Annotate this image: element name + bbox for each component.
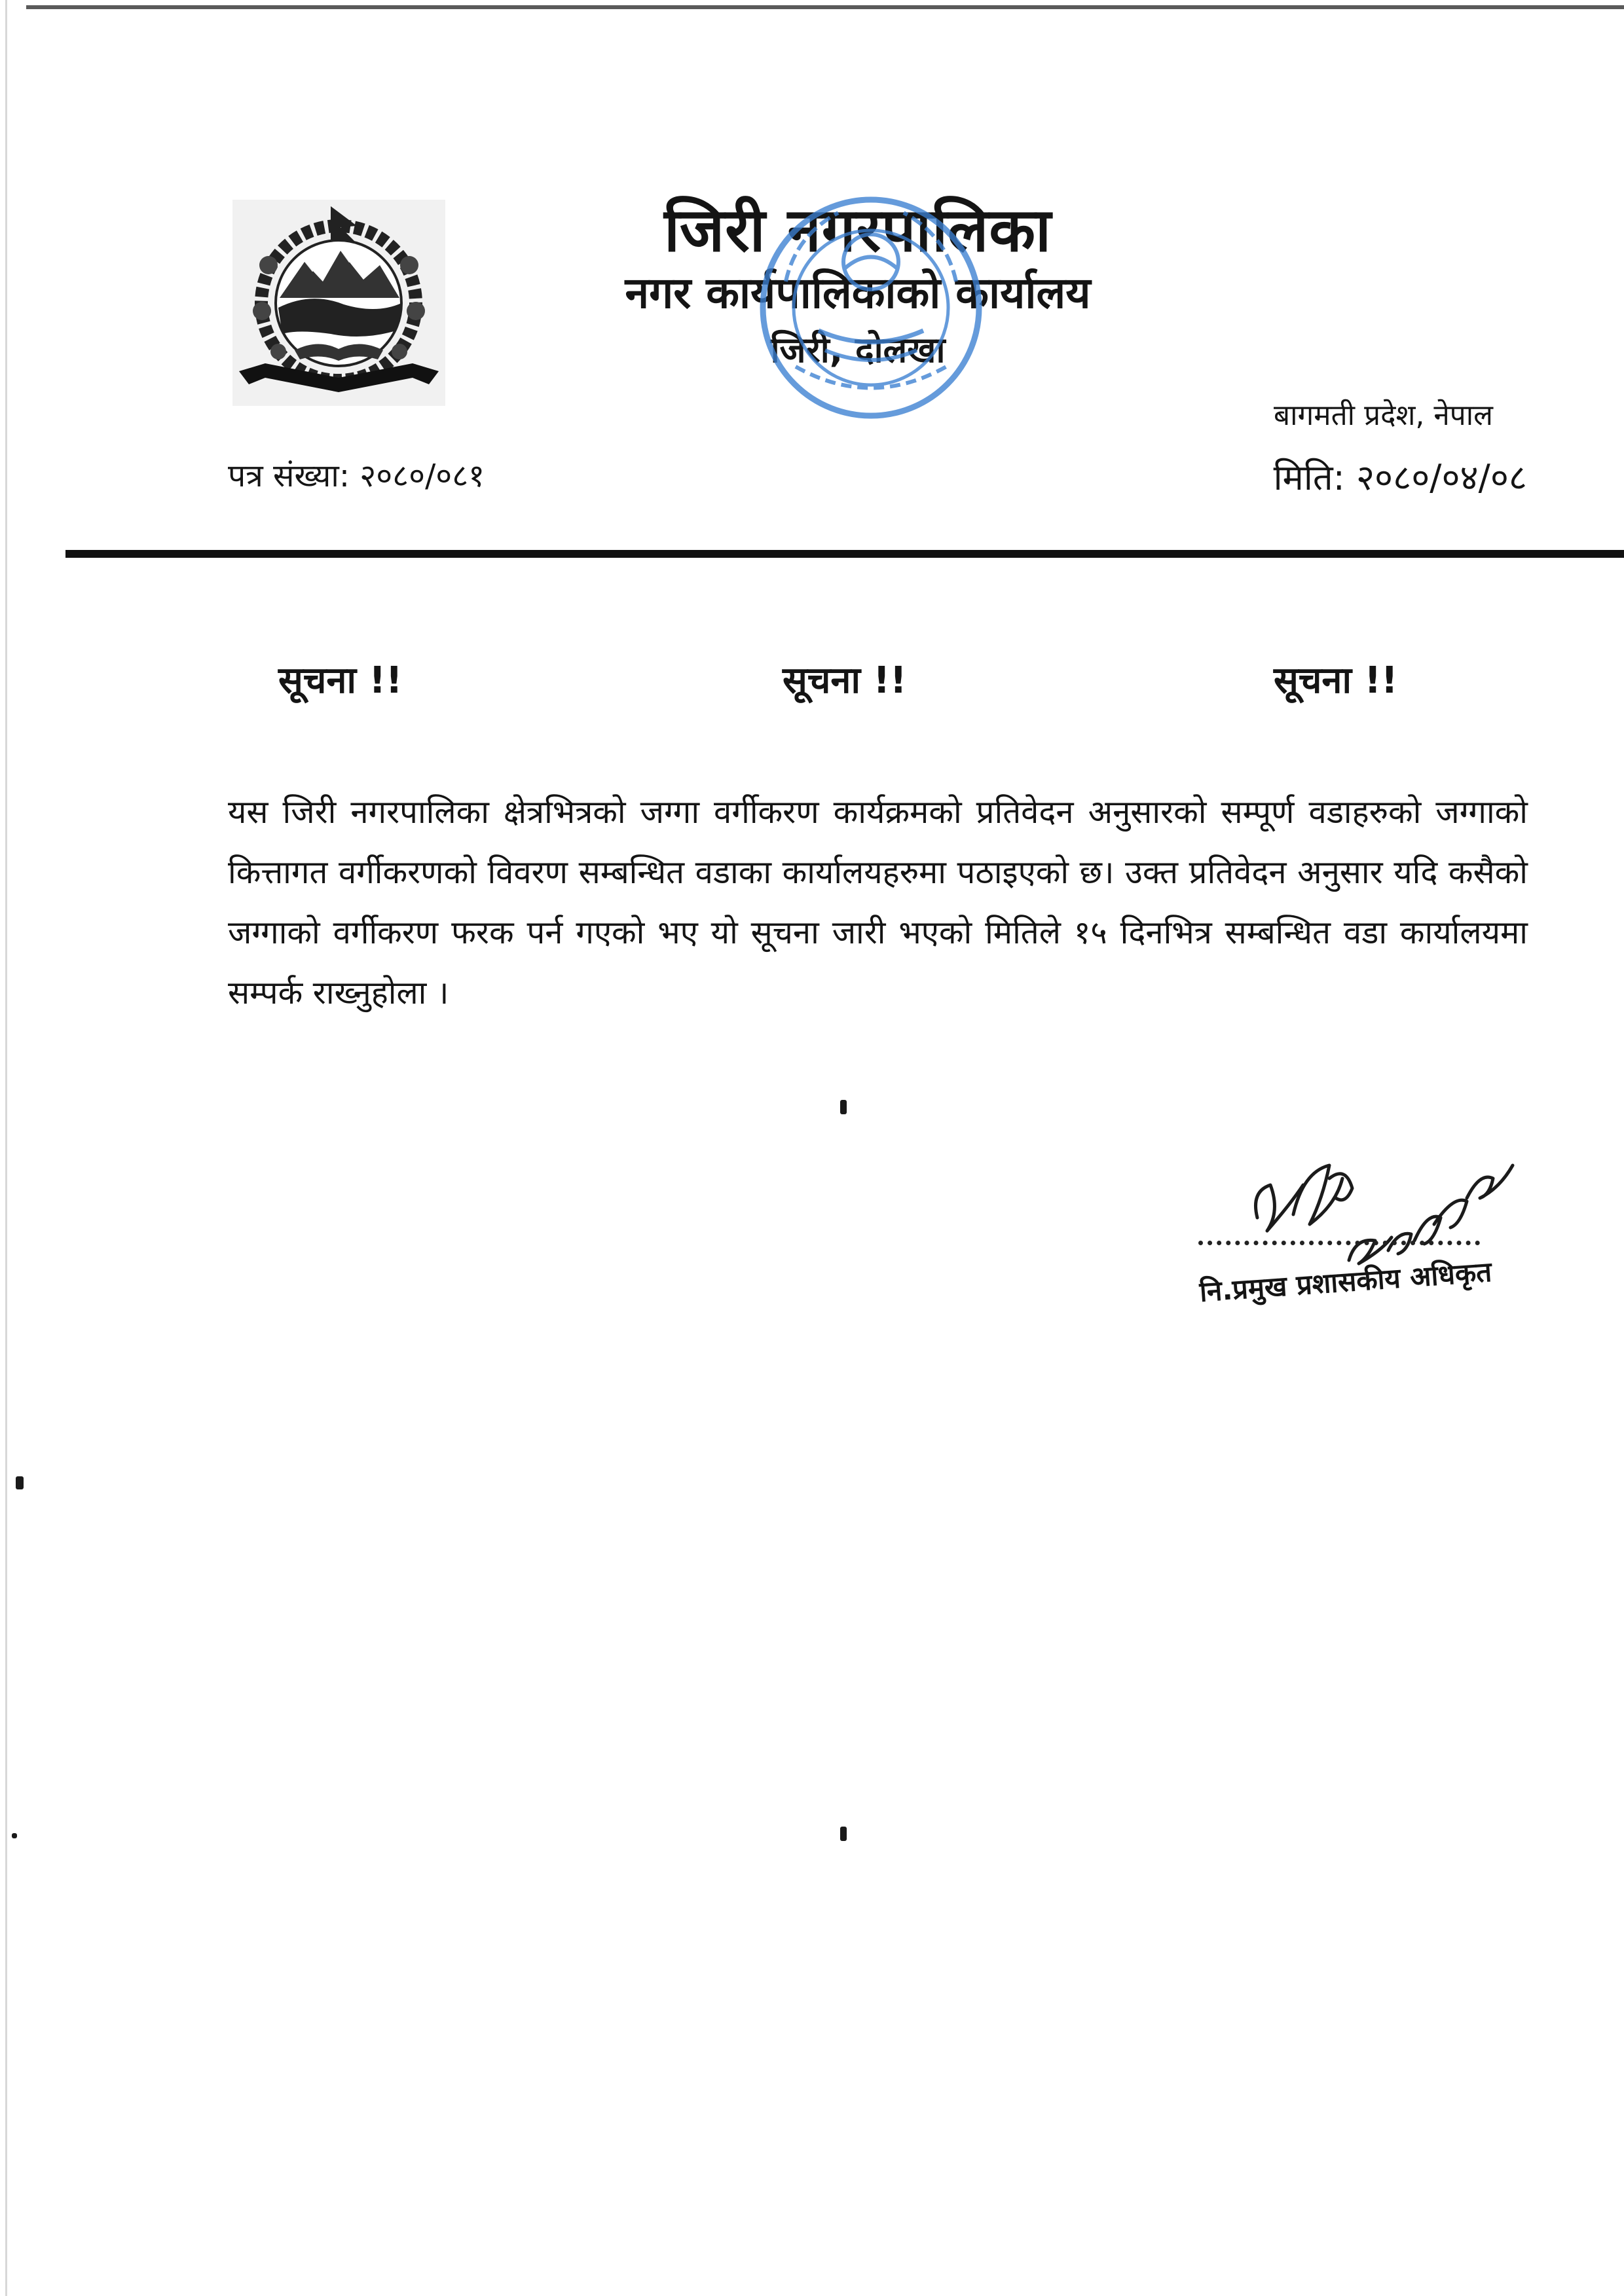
letter-number: पत्र संख्या: २०८०/०८१	[228, 458, 485, 494]
office-seal-stamp-icon	[747, 183, 995, 432]
nepal-national-emblem-icon	[232, 200, 445, 406]
page-top-border	[26, 5, 1624, 9]
notice-body: यस जिरी नगरपालिका क्षेत्रभित्रको जग्गा वर्गीकरण कार्यक्रमको प्रतिवेदन अनुसारको सम्पूर्ण वडाहरुको जग्गाको कित्तागत वर्गीकरणको विवरण सम्बन्धित वडाका कार्यालयहरुमा पठाइएको छ। उक्त प्रतिवेदन अनुसार यदि कसैको जग्गाको वर्गीकरण फरक पर्न गएको भए यो सूचना जारी भएको मितिले १५ दिनभित्र सम्बन्धित वडा कार्यालयमा सम्पर्क राख्नुहोला ।	[228, 793, 1528, 1011]
office-name: जिरी नगरपालिका	[664, 195, 1052, 265]
header-divider	[65, 550, 1624, 558]
notice-heading-center: सूचना !!	[783, 659, 907, 702]
signature-line	[1198, 1241, 1480, 1245]
office-location: जिरी, दोलखा	[770, 329, 946, 371]
notice-heading-left: सूचना !!	[278, 659, 403, 702]
notice-heading-right: सूचना !!	[1274, 659, 1398, 702]
scan-mark	[840, 1827, 847, 1841]
scan-mark	[840, 1100, 847, 1114]
scan-mark	[12, 1833, 17, 1838]
scan-mark	[16, 1476, 24, 1489]
office-subtitle: नगर कार्यपालिकाको कार्यालय	[625, 268, 1091, 318]
page-left-edge	[5, 0, 7, 2296]
signatory-title: नि.प्रमुख प्रशासकीय अधिकृत	[1198, 1255, 1493, 1308]
letter-date: मिति: २०८०/०४/०८	[1273, 457, 1527, 498]
province-label: बागमती प्रदेश, नेपाल	[1274, 399, 1493, 432]
